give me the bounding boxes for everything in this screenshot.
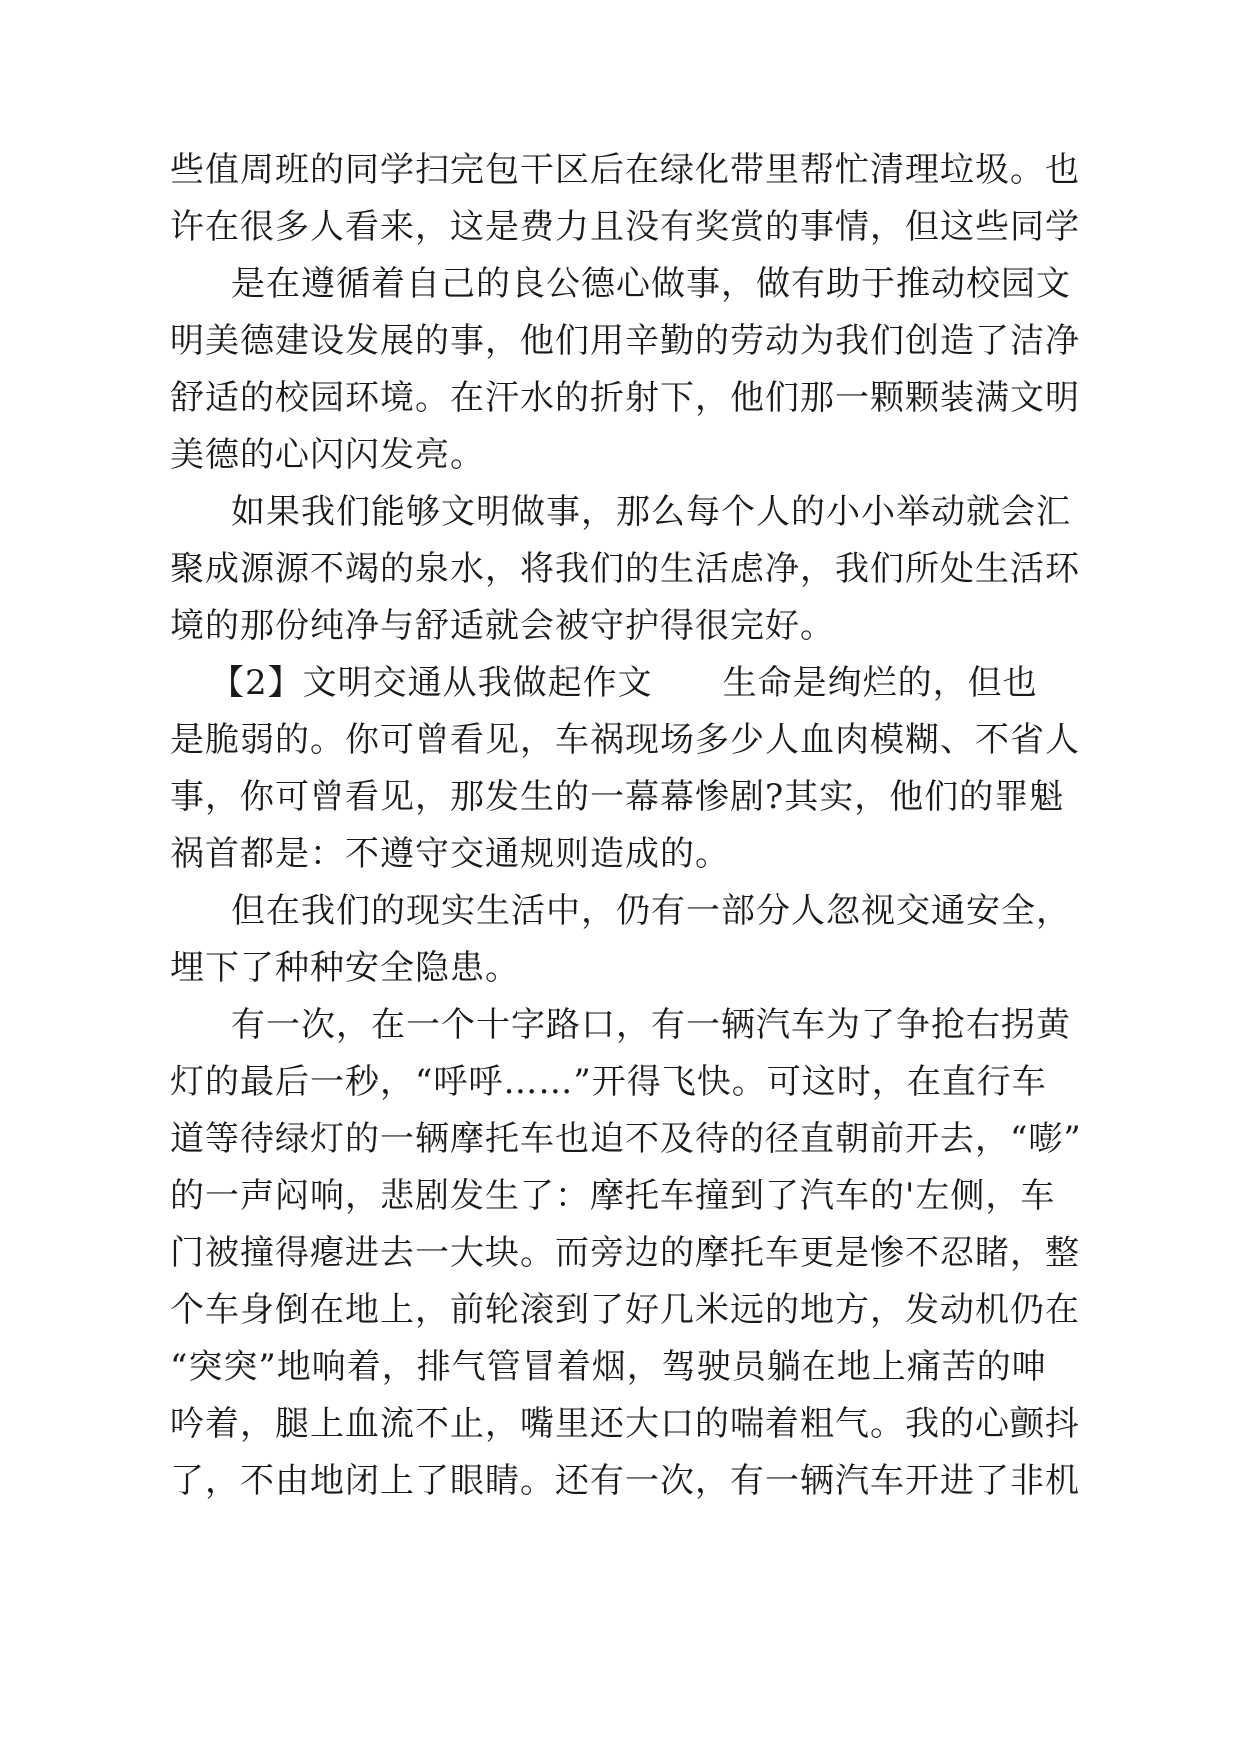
text-line: 吟着，腿上血流不止，嘴里还大口的喘着粗气。我的心颤抖: [170, 1404, 1080, 1444]
text-line: 埋下了种种安全隐患。: [170, 948, 520, 988]
text-line: 是在遵循着自己的良公德心做事，做有助于推动校园文: [231, 264, 1071, 304]
text-line: 明美德建设发展的事，他们用辛勤的劳动为我们创造了洁净: [170, 321, 1080, 361]
text-line: 但在我们的现实生活中，仍有一部分人忽视交通安全，: [231, 891, 1071, 931]
text-line: 是脆弱的。你可曾看见，车祸现场多少人血肉模糊、不省人: [170, 720, 1080, 760]
text-line: 许在很多人看来，这是费力且没有奖赏的事情，但这些同学: [170, 207, 1080, 247]
text-line: 门被撞得瘪进去一大块。而旁边的摩托车更是惨不忍睹，整: [170, 1233, 1080, 1273]
text-line: “突突”地响着，排气管冒着烟，驾驶员躺在地上痛苦的呻: [170, 1347, 1047, 1387]
text-line: 美德的心闪闪发亮。: [170, 435, 485, 475]
text-line: 灯的最后一秒，“呼呼……”开得飞快。可这时，在直行车: [170, 1062, 1047, 1102]
text-line: 【2】文明交通从我做起作文 生命是绚烂的，但也: [210, 663, 1038, 703]
text-line: 舒适的校园环境。在汗水的折射下，他们那一颗颗装满文明: [170, 378, 1080, 418]
text-line: 聚成源源不竭的泉水，将我们的生活虑净，我们所处生活环: [170, 549, 1080, 589]
text-line: 道等待绿灯的一辆摩托车也迫不及待的径直朝前开去，“嘭”: [170, 1119, 1082, 1159]
text-line: 有一次，在一个十字路口，有一辆汽车为了争抢右拐黄: [231, 1005, 1071, 1045]
text-line: 了，不由地闭上了眼睛。还有一次，有一辆汽车开进了非机: [170, 1461, 1080, 1501]
text-line: 境的那份纯净与舒适就会被守护得很完好。: [170, 606, 835, 646]
text-line: 些值周班的同学扫完包干区后在绿化带里帮忙清理垃圾。也: [170, 150, 1080, 190]
text-line: 祸首都是：不遵守交通规则造成的。: [170, 834, 730, 874]
text-line: 如果我们能够文明做事，那么每个人的小小举动就会汇: [231, 492, 1071, 532]
text-line: 事，你可曾看见，那发生的一幕幕惨剧?其实，他们的罪魁: [170, 777, 1065, 817]
text-line: 个车身倒在地上，前轮滚到了好几米远的地方，发动机仍在: [170, 1290, 1080, 1330]
text-line: 的一声闷响，悲剧发生了：摩托车撞到了汽车的'左侧，车: [170, 1176, 1056, 1216]
